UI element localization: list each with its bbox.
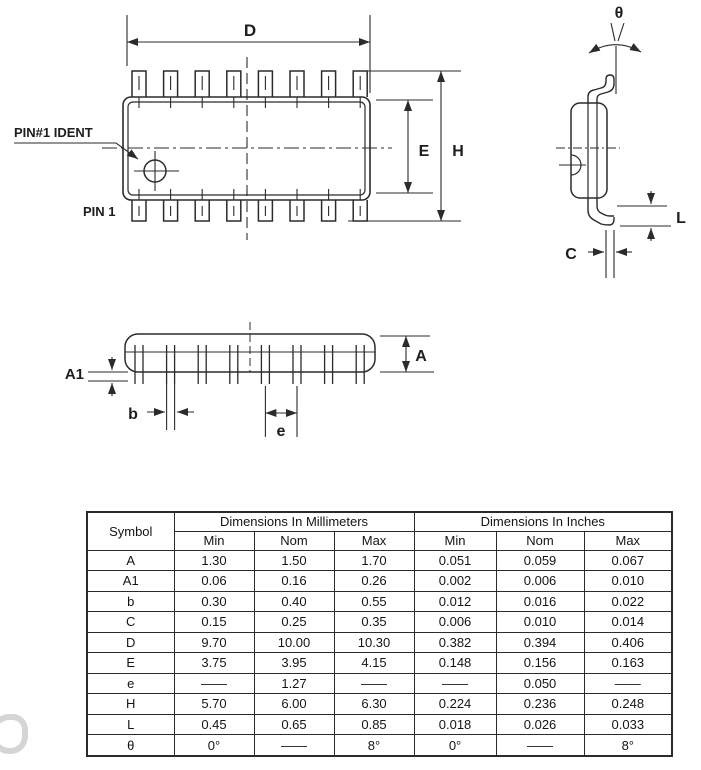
pin1-label: PIN 1 [83, 204, 116, 219]
cell: —— [174, 673, 254, 694]
symbol-cell: L [87, 714, 174, 735]
cell: 0.65 [254, 714, 334, 735]
cell: 0.148 [414, 653, 496, 674]
dimensions-table [86, 511, 673, 757]
b-dimension [147, 384, 194, 430]
cell: 10.30 [334, 632, 414, 653]
theta-dimension-label: θ [614, 5, 624, 22]
lower-lead [588, 198, 614, 225]
front-view [88, 322, 434, 437]
cell: 0.018 [414, 714, 496, 735]
cell: 0.006 [496, 571, 584, 592]
table-row [87, 612, 672, 633]
e-dimension-label: E [418, 143, 430, 160]
c-dimension-label: C [565, 246, 577, 263]
table-row [87, 591, 672, 612]
cell: 0.16 [254, 571, 334, 592]
table-row [87, 550, 672, 571]
cell: 0.30 [174, 591, 254, 612]
cell: 0.236 [496, 694, 584, 715]
symbol-cell: b [87, 591, 174, 612]
a1-dimension-label: A1 [64, 366, 84, 383]
cell: 0.016 [496, 591, 584, 612]
cell: 0.163 [584, 653, 672, 674]
cell: 0.45 [174, 714, 254, 735]
cell: 0.006 [414, 612, 496, 633]
symbol-column-header: Symbol [87, 512, 174, 550]
cell: —— [254, 735, 334, 756]
cell: 0.85 [334, 714, 414, 735]
mm-max-header: Max [334, 531, 414, 550]
cell: 0.012 [414, 591, 496, 612]
cell: 0.156 [496, 653, 584, 674]
a1-dimension [88, 357, 128, 396]
cell: 1.70 [334, 550, 414, 571]
table-row [87, 714, 672, 735]
table-row [87, 653, 672, 674]
cell: 0.022 [584, 591, 672, 612]
cell: 1.27 [254, 673, 334, 694]
cell: 0.40 [254, 591, 334, 612]
in-max-header: Max [584, 531, 672, 550]
l-dimension-label: L [676, 210, 686, 227]
symbol-cell: E [87, 653, 174, 674]
cell: 0.382 [414, 632, 496, 653]
cell: 0.406 [584, 632, 672, 653]
cell: 6.00 [254, 694, 334, 715]
symbol-cell: C [87, 612, 174, 633]
pin1-ident-marker [134, 151, 179, 191]
cell: 0.051 [414, 550, 496, 571]
theta-dimension [589, 23, 641, 94]
cell: 0.014 [584, 612, 672, 633]
a-dimension-label: A [415, 348, 427, 365]
mm-nom-header: Nom [254, 531, 334, 550]
lead-through-body [588, 103, 597, 198]
table-row [87, 571, 672, 592]
cell: 0.55 [334, 591, 414, 612]
in-min-header: Min [414, 531, 496, 550]
millimeters-group-header: Dimensions In Millimeters [174, 512, 414, 531]
cell: —— [414, 673, 496, 694]
symbol-cell: θ [87, 735, 174, 756]
cell: 0.059 [496, 550, 584, 571]
cell: 0° [414, 735, 496, 756]
inches-group-header: Dimensions In Inches [414, 512, 672, 531]
cell: 0.25 [254, 612, 334, 633]
watermark-artifact [0, 714, 28, 754]
table-group-header-row [87, 512, 672, 531]
symbol-cell: A1 [87, 571, 174, 592]
cell: 8° [334, 735, 414, 756]
cell: —— [584, 673, 672, 694]
table-subheader-row [87, 531, 672, 550]
pin1-ident-leader [14, 143, 138, 159]
cell: 0.026 [496, 714, 584, 735]
cell: 0.033 [584, 714, 672, 735]
cell: 1.30 [174, 550, 254, 571]
pin1-ident-label: PIN#1 IDENT [14, 125, 93, 140]
symbol-cell: A [87, 550, 174, 571]
table-row [87, 735, 672, 756]
cell: —— [496, 735, 584, 756]
cell: 5.70 [174, 694, 254, 715]
end-view-body [571, 103, 607, 198]
cell: 0.010 [584, 571, 672, 592]
d-dimension-label: D [243, 21, 257, 40]
b-dimension-label: b [128, 406, 138, 423]
bottom-pins [132, 200, 367, 221]
l-dimension [617, 191, 671, 241]
symbol-cell: H [87, 694, 174, 715]
cell: 6.30 [334, 694, 414, 715]
cell: 1.50 [254, 550, 334, 571]
table-row [87, 673, 672, 694]
cell: 0.002 [414, 571, 496, 592]
in-nom-header: Nom [496, 531, 584, 550]
cell: 0.394 [496, 632, 584, 653]
top-pins [132, 71, 367, 97]
cell: 0.224 [414, 694, 496, 715]
cell: 8° [584, 735, 672, 756]
table-row [87, 632, 672, 653]
cell: 0.26 [334, 571, 414, 592]
upper-lead [588, 75, 614, 103]
mm-min-header: Min [174, 531, 254, 550]
cell: 9.70 [174, 632, 254, 653]
table-row [87, 694, 672, 715]
cell: 0.050 [496, 673, 584, 694]
cell: 0.067 [584, 550, 672, 571]
cell: 0.35 [334, 612, 414, 633]
cell: 0° [174, 735, 254, 756]
cell: 10.00 [254, 632, 334, 653]
symbol-cell: D [87, 632, 174, 653]
e-pitch-dimension-label: e [276, 423, 286, 440]
cell: 0.06 [174, 571, 254, 592]
cell: 0.15 [174, 612, 254, 633]
c-dimension [588, 230, 632, 278]
cell: 0.010 [496, 612, 584, 633]
end-view [556, 23, 671, 278]
h-dimension-label: H [452, 143, 464, 160]
cell: —— [334, 673, 414, 694]
cell: 0.248 [584, 694, 672, 715]
symbol-cell: e [87, 673, 174, 694]
cell: 3.95 [254, 653, 334, 674]
cell: 3.75 [174, 653, 254, 674]
cell: 4.15 [334, 653, 414, 674]
